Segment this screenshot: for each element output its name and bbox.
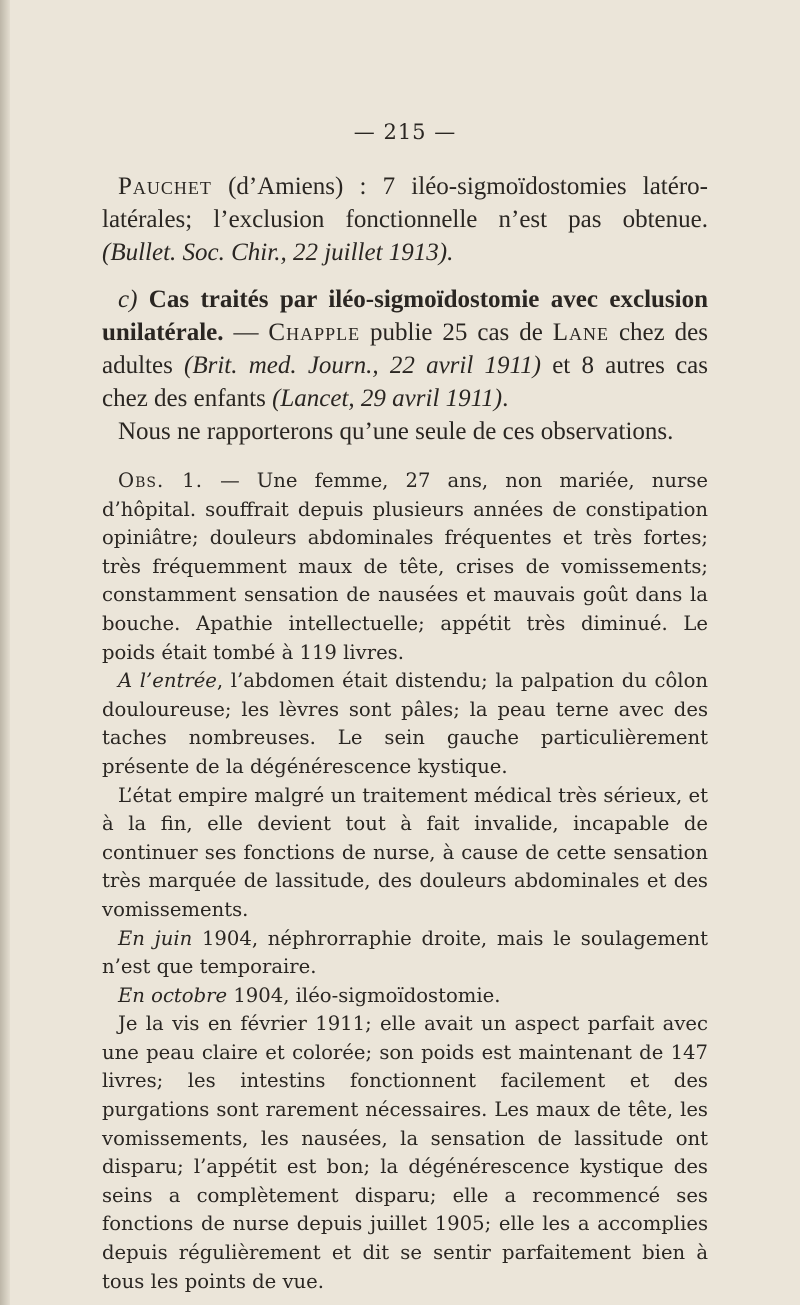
section-c-title: Cas traités par iléo-sigmoïdostomie avec exclusion unilatérale. — [102, 286, 708, 346]
author-chapple: Chapple — [268, 319, 361, 346]
section-c-label: c) — [118, 286, 138, 313]
entree-italic: A l’entrée — [118, 669, 217, 693]
pauchet-text: (d’Amiens) : 7 iléo-sigmoïdostomies latéro-latérales; l’exclusion fonctionnelle n’est pas obtenue. — [102, 173, 708, 233]
observation-1 — [102, 467, 708, 667]
section-c-text: — — [223, 319, 269, 346]
juin-italic: En juin — [118, 926, 193, 950]
octobre-text: 1904, iléo-sigmoïdostomie. — [227, 983, 501, 1007]
section-c-text: et 8 autres cas chez des enfants — [102, 352, 708, 412]
page-edge — [0, 0, 10, 1305]
book-page — [102, 120, 708, 1296]
section-c-text: chez des adultes — [102, 319, 708, 379]
observation-label: Obs. 1. — [118, 469, 203, 492]
octobre-italic: En octobre — [118, 983, 228, 1007]
paragraph-observations: Nous ne rapporterons qu’une seule de ces observations. — [118, 418, 674, 445]
author-lane: Lane — [552, 319, 610, 346]
reference-lancet: (Lancet, 29 avril 1911) — [272, 385, 503, 412]
paragraph-entree — [102, 667, 708, 781]
paragraph-octobre — [102, 982, 708, 1011]
juin-text: 1904, néphrorraphie droite, mais le soulagement n’est que temporaire. — [102, 926, 709, 979]
section-c-text: publie 25 cas de — [360, 319, 553, 346]
paragraph-etat: L’état empire malgré un traitement médical très sérieux, et à la fin, elle devient tout à fait invalide, incapable de continuer ses fonctions de nurse, à cause de cette sensation très marquée de lassitude, des douleurs abdominales et des vomissements. — [102, 783, 708, 921]
section-c-text: . — [502, 385, 509, 412]
entree-text: , l’abdomen était distendu; la palpation du côlon douloureuse; les lèvres sont pâles; la peau terne avec des taches nombreuses. Le sein gauche particulièrement présente de la dégénérescence kystique. — [102, 669, 708, 778]
section-c — [102, 283, 708, 415]
paragraph-juin — [102, 925, 708, 982]
pauchet-reference: (Bullet. Soc. Chir., 22 juillet 1913). — [102, 239, 454, 266]
paragraph-pauchet — [102, 170, 708, 269]
reference-brit-med: (Brit. med. Journ., 22 avril 1911) — [184, 352, 541, 379]
paragraph-final: Je la vis en février 1911; elle avait un aspect parfait avec une peau claire et colorée; son poids est maintenant de 147 livres; les intestins fonctionnent facilement et des purgations sont rarement nécessaires. Les maux de tête, les vomissements, les nausées, la sensation de lassitude ont disparu; l’appétit est bon; la dégénérescence kystique des seins a complètement disparu; elle a recommencé ses fonctions de nurse depuis juillet 1905; elle les a accomplies depuis régulièrement et dit se sentir parfaitement bien à tous les points de vue. — [102, 1012, 708, 1293]
author-pauchet: Pauchet — [118, 173, 212, 200]
page-number: — 215 — — [353, 120, 457, 144]
observation-text: — Une femme, 27 ans, non mariée, nurse d’hôpital. souffrait depuis plusieurs années de constipation opiniâtre; douleurs abdominales fréquentes et très fortes; très fréquemment maux de tête, crises de vomissements; constamment sensation de nausées et mauvais goût dans la bouche. Apathie intellectuelle; appétit très diminué. Le poids était tombé à 119 livres. — [102, 469, 708, 664]
